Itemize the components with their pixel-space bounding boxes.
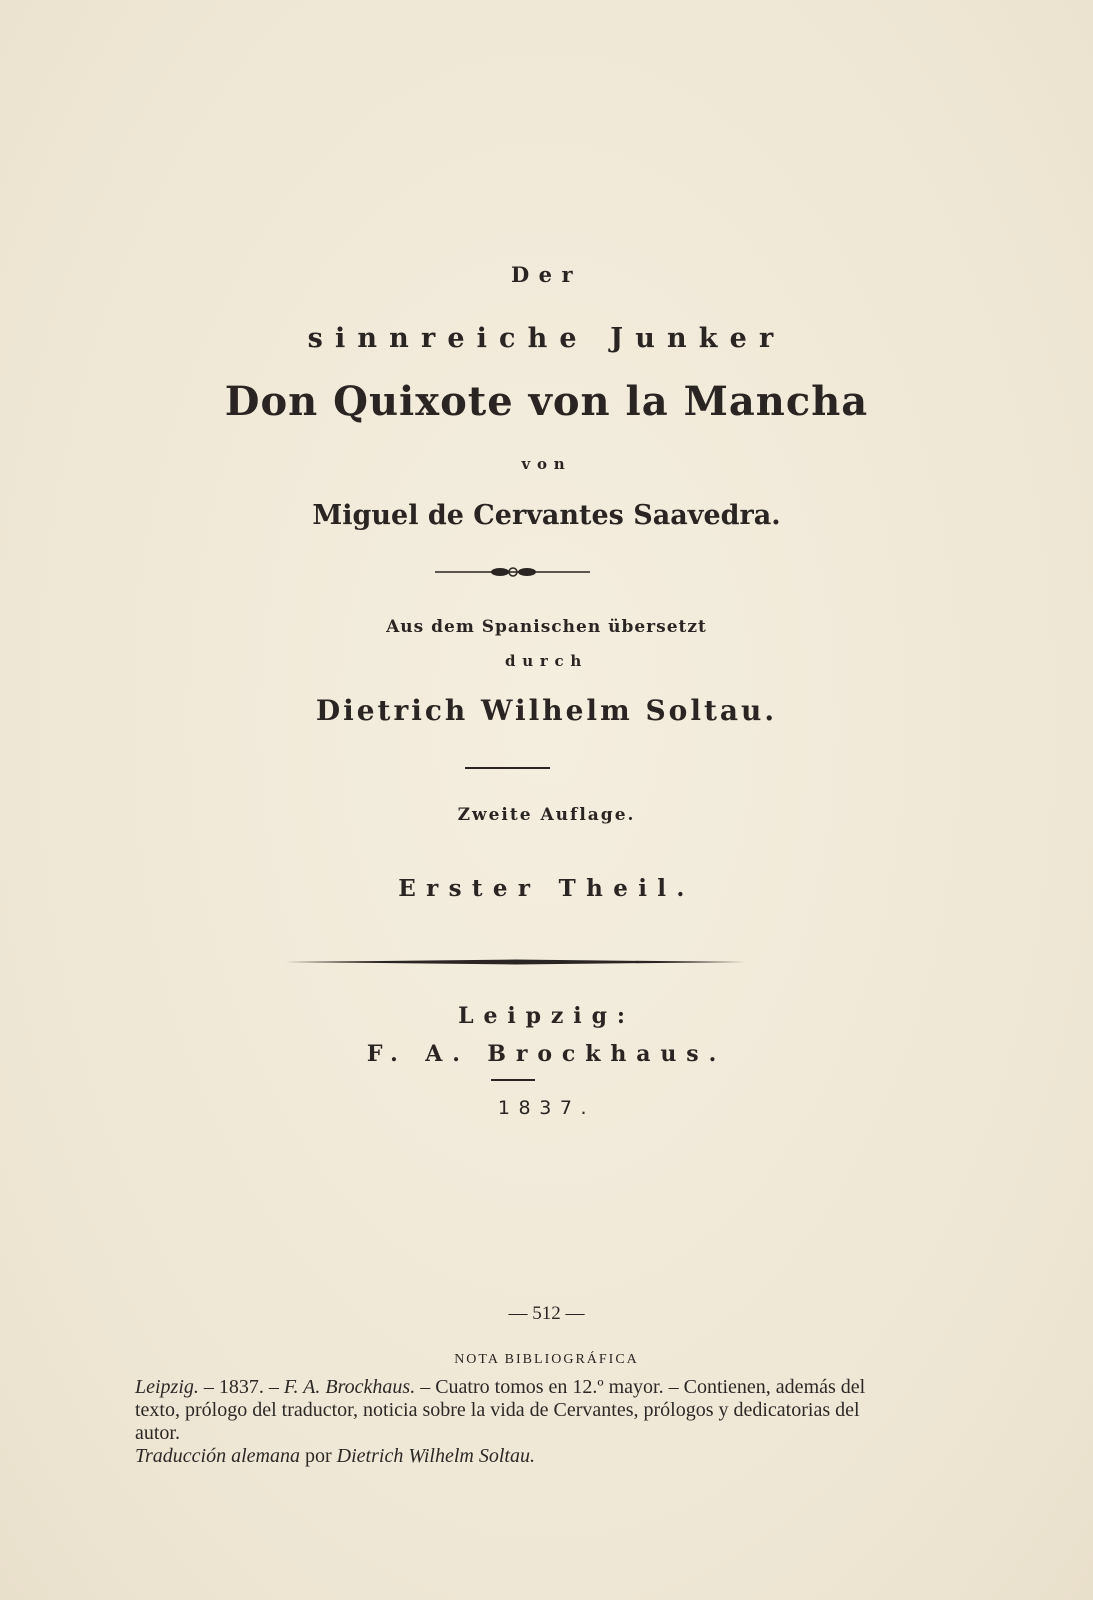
note-description: Cuatro tomos en 12.º mayor. – Contienen, además del texto, prólogo del traductor, noticia sobre la vida de Cervantes, prólogos y dedicatorias del autor. — [135, 1376, 866, 1444]
note-publisher: F. A. Brockhaus. — [283, 1376, 416, 1398]
bibliographic-note: Leipzig. – 1837. – F. A. Brockhaus. – Cuatro tomos en 12.º mayor. – Contienen, además del texto, prólogo del traductor, noticia sobre la vida de Cervantes, prólogos y dedicatorias del autor. Traducción alemana por Dietrich Wilhelm Soltau. — [135, 1376, 866, 1467]
small-rule — [491, 1079, 535, 1081]
short-rule — [465, 767, 550, 769]
ornament-divider — [435, 566, 590, 578]
note-heading: NOTA BIBLIOGRÁFICA — [454, 1352, 639, 1367]
page-number: — 512 — — [508, 1303, 585, 1324]
author-name: Miguel de Cervantes Saavedra. — [312, 500, 781, 531]
title-line-von: von — [521, 455, 572, 473]
note-translator: Dietrich Wilhelm Soltau. — [336, 1445, 535, 1467]
part: Erster Theil. — [398, 875, 695, 902]
note-translation-label: Traducción alemana — [135, 1445, 300, 1467]
thick-thin-rule — [285, 959, 745, 965]
edition: Zweite Auflage. — [457, 805, 636, 825]
translated-from: Aus dem Spanischen übersetzt — [386, 617, 707, 637]
main-title: Don Quixote von la Mancha — [224, 378, 869, 425]
title-line-sinnreiche: sinnreiche Junker — [307, 323, 786, 354]
note-translation-by: por — [305, 1445, 332, 1467]
translator-name: Dietrich Wilhelm Soltau. — [315, 694, 778, 727]
note-year: 1837. — [218, 1376, 264, 1398]
note-place: Leipzig. — [135, 1376, 199, 1398]
title-line-durch: durch — [504, 652, 589, 670]
year: 1837. — [497, 1097, 596, 1119]
place: Leipzig: — [458, 1003, 635, 1029]
title-line-der: Der — [511, 262, 582, 287]
publisher: F. A. Brockhaus. — [366, 1041, 727, 1067]
